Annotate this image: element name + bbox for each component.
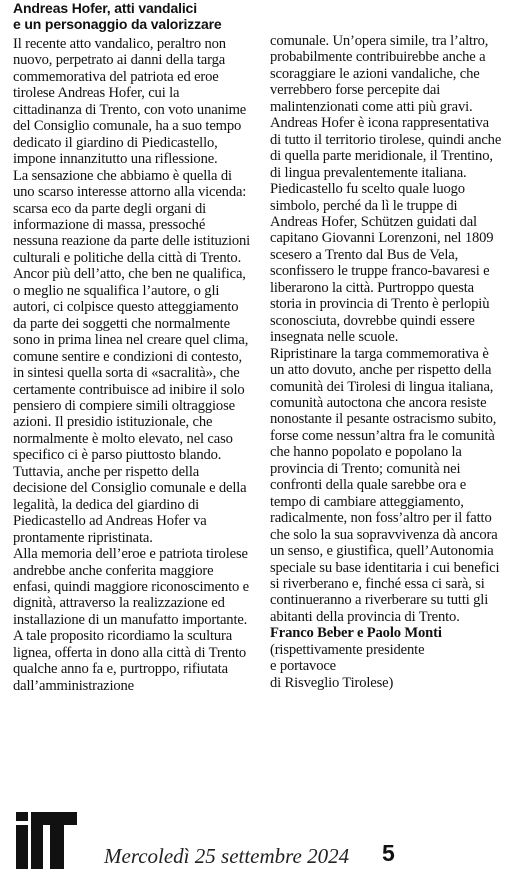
paragraph-8: Ripristinare la targa commemorativa è un atto dovuto, anche per rispetto della comunità dei Tirolesi di lingua italiana, comunità autoctona che ancora resiste nonostante il pesante ostracismo subito, forse come nessun’altra fra le comunità che hanno popolato e popolano la provincia di Trento; comunità nei confronti della quale sarebbe ora e tempo di cambiare atteggiamento, radicalmente, non foss’altro per il fatto che solo la sua sopravvivenza dà ancora un senso, e giustifica, quell’Autonomia speciale su base identitaria i cui benefici si riverberano e, finché essa ci sarà, si continueranno a riverberare su tutti gli abitanti della provincia di Trento.: [270, 345, 500, 625]
signature-names: Franco Beber e Paolo Monti: [270, 625, 442, 642]
paragraph-6: comunale. Un’opera simile, tra l’altro, probabilmente contribuirebbe anche a scoraggiare le azioni vandaliche, che verrebbero forse percepite dai malintenzionati come atti più gravi.: [270, 33, 489, 115]
article-column-left: [13, 0, 251, 694]
signature-role-line-3: di Risveglio Tirolese): [270, 674, 394, 691]
paragraph-2: La sensazione che abbiamo è quella di uno scarso interesse attorno alla vicenda: scarsa eco da parte degli organi di informazione di massa, pressoché nessuna reazione da parte delle istituzioni culturali e politiche della città di Trento.: [13, 167, 251, 266]
logo-il-t-icon: [14, 812, 77, 870]
signature-role-line-1: (rispettivamente presidente: [270, 641, 425, 658]
headline-line-1: Andreas Hofer, atti vandalici: [13, 0, 197, 16]
newspaper-logo: [14, 812, 77, 870]
article-column-right: [270, 33, 502, 691]
paragraph-5: Alla memoria dell’eroe e patriota tirolese andrebbe anche conferita maggiore enfasi, quindi maggiore riconoscimento e dignità, attraverso la realizzazione ed installazione di un manufatto importante. A tale proposito ricordiamo la scultura lignea, offerta in dono alla città di Trento qualche anno fa e, purtroppo, rifiutata dall’amministrazione: [13, 546, 249, 694]
page-number: 5: [382, 840, 395, 866]
headline-line-2: e un personaggio da valorizzare: [13, 16, 222, 32]
paragraph-3: Ancor più dell’atto, che ben ne qualifica, o meglio ne squalifica l’autore, o gli autori, ci colpisce questo atteggiamento da parte dei soggetti che normalmente sono in prima linea nel creare quel clima, comune sentire e condizioni di contesto, in sintesi quella sorta di «sacralità», che certamente contribuisce ad inibire il solo pensiero di compiere simili oltraggiose azioni. Il presidio istituzionale, che normalmente è molto elevato, nel caso specifico ci è parso piuttosto blando.: [13, 266, 249, 464]
page-footer: [0, 810, 514, 883]
article-headline: [13, 0, 251, 32]
signature-role-line-2: e portavoce: [270, 658, 337, 675]
paragraph-7: Andreas Hofer è icona rappresentativa di tutto il territorio tirolese, quindi anche di quella parte meridionale, il Trentino, di lingua prevalentemente italiana. Piedicastello fu scelto quale luogo simbolo, perché da lì le truppe di Andreas Hofer, Schützen guidati dal capitano Giovanni Lorenzoni, nel 1809 scesero a Trento dal Bus de Vela, sconfissero le truppe franco-bavaresi e liberarono la città. Purtroppo questa storia in provincia di Trento è perlopiù sconosciuta, dovrebbe quindi essere insegnata nelle scuole.: [270, 115, 502, 346]
issue-date: Mercoledì 25 settembre 2024: [104, 844, 350, 868]
paragraph-1: Il recente atto vandalico, peraltro non nuovo, perpetrato ai danni della targa commemorativa del patriota ed eroe tirolese Andreas Hofer, cui la cittadinanza di Trento, con voto unanime del Consiglio comunale, ha a suo tempo dedicato il giardino di Piedicastello, impone innanzitutto una riflessione.: [13, 36, 247, 168]
paragraph-4: Tuttavia, anche per rispetto della decisione del Consiglio comunale e della legalità, la dedica del giardino di Piedicastello ad Andreas Hofer va prontamente ripristinata.: [13, 463, 247, 546]
